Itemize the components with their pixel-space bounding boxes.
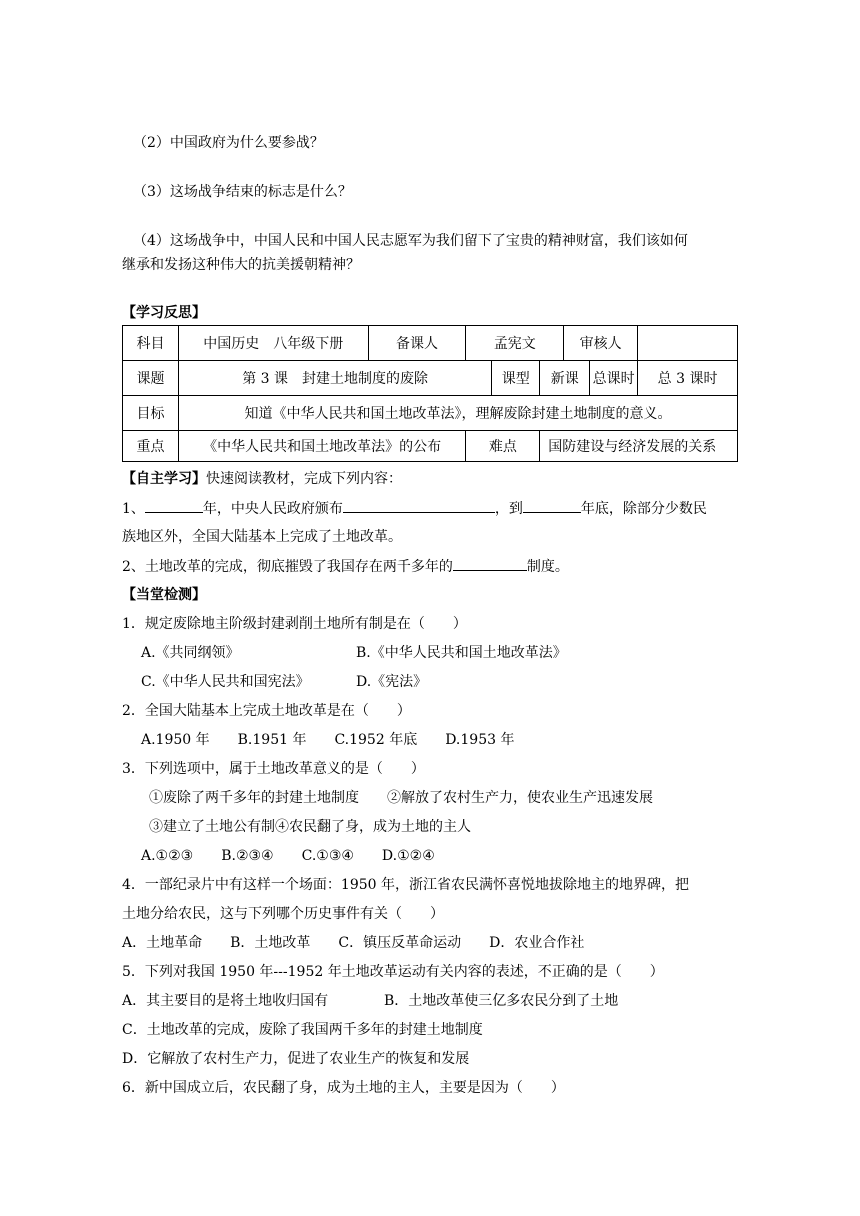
type-label: 课型 <box>492 361 540 396</box>
table-row <box>123 361 738 396</box>
q3-options: A.①②③ B.②③④ C.①③④ D.①②④ <box>141 848 435 864</box>
fill-blank[interactable] <box>145 498 203 513</box>
question-3: （3）这场战争结束的标志是什么？ <box>133 184 352 200</box>
item1-text: 年，中央人民政府颁布 <box>202 501 343 517</box>
question-2: （2）中国政府为什么要参战？ <box>133 135 324 151</box>
q1-option-b: B.《中华人民共和国土地改革法》 <box>356 645 567 661</box>
item1-prefix: 1、 <box>122 501 145 517</box>
q1-option-c: C.《中华人民共和国宪法》 <box>141 674 310 690</box>
q3-statement-2: ③建立了土地公有制④农民翻了身，成为土地的主人 <box>149 819 471 835</box>
test-question-3: 3．下列选项中，属于土地改革意义的是（ ） <box>122 761 425 777</box>
item2-text-2: 制度。 <box>526 559 569 575</box>
goal-label: 目标 <box>123 396 179 431</box>
test-question-1: 1．规定废除地主阶级封建剥削土地所有制是在（ ） <box>122 616 467 632</box>
topic-label: 课题 <box>123 361 179 396</box>
q4-options: A．土地革命 B．土地改革 C．镇压反革命运动 D．农业合作社 <box>122 935 585 951</box>
table-row <box>123 431 738 462</box>
q1-option-d: D.《宪法》 <box>356 674 428 690</box>
self-study-item-2 <box>122 556 569 577</box>
test-question-2: 2．全国大陆基本上完成土地改革是在（ ） <box>122 703 411 719</box>
fill-blank[interactable] <box>453 556 527 571</box>
lesson-info-table <box>122 325 738 462</box>
reflection-header: 【学习反思】 <box>122 305 206 321</box>
reviewer-value <box>638 326 738 361</box>
q1-option-a: A.《共同纲领》 <box>141 645 240 661</box>
self-study-instruction: 快速阅读教材，完成下列内容： <box>206 471 402 487</box>
difficulty-value: 国防建设与经济发展的关系 <box>540 431 738 462</box>
preparer-label: 备课人 <box>368 326 466 361</box>
fill-blank[interactable] <box>523 498 581 513</box>
self-study-item-1-line2: 族地区外，全国大陆基本上完成了土地改革。 <box>122 529 402 545</box>
topic-value: 第 3 课 封建土地制度的废除 <box>178 361 491 396</box>
item1-text-2: ，到 <box>494 501 523 517</box>
q3-statement-1: ①废除了两千多年的封建土地制度 ②解放了农村生产力，使农业生产迅速发展 <box>149 790 653 806</box>
q2-options: A.1950 年 B.1951 年 C.1952 年底 D.1953 年 <box>141 732 515 748</box>
q5-option-c: C．土地改革的完成，废除了我国两千多年的封建土地制度 <box>122 1022 483 1038</box>
fill-blank[interactable] <box>343 498 495 513</box>
q5-option-b: B．土地改革使三亿多农民分到了土地 <box>384 993 619 1009</box>
key-label: 重点 <box>123 431 179 462</box>
q5-option-d: D．它解放了农村生产力，促进了农业生产的恢复和发展 <box>122 1051 470 1067</box>
q5-option-a: A．其主要目的是将土地收归国有 <box>122 993 329 1009</box>
test-question-4-line1: 4．一部纪录片中有这样一个场面：1950 年，浙江省农民满怀喜悦地拔除地主的地界碑，把 <box>122 877 689 893</box>
self-study-header: 【自主学习】 <box>122 471 206 487</box>
question-4-line1: （4）这场战争中，中国人民和中国人民志愿军为我们留下了宝贵的精神财富，我们该如何 <box>133 233 688 249</box>
question-4-line2: 继承和发扬这种伟大的抗美援朝精神？ <box>122 257 360 273</box>
subject-label: 科目 <box>123 326 179 361</box>
test-question-6: 6．新中国成立后，农民翻了身，成为土地的主人，主要是因为（ ） <box>122 1080 565 1096</box>
total-label: 总课时 <box>590 361 638 396</box>
class-test-header: 【当堂检测】 <box>122 587 206 603</box>
self-study-heading <box>122 469 402 489</box>
table-row <box>123 326 738 361</box>
key-value: 《中华人民共和国土地改革法》的公布 <box>178 431 466 462</box>
test-question-4-line2: 土地分给农民，这与下列哪个历史事件有关（ ） <box>122 906 444 922</box>
test-question-5: 5．下列对我国 1950 年---1952 年土地改革运动有关内容的表述，不正确的是（ ） <box>122 964 664 980</box>
total-value: 总 3 课时 <box>638 361 738 396</box>
item2-text: 2、土地改革的完成，彻底摧毁了我国存在两千多年的 <box>122 559 453 575</box>
item1-text-3: 年底，除部分少数民 <box>580 501 707 517</box>
type-value: 新课 <box>540 361 590 396</box>
subject-value: 中国历史 八年级下册 <box>178 326 368 361</box>
self-study-item-1 <box>122 498 707 519</box>
preparer-value: 孟宪文 <box>466 326 564 361</box>
goal-value: 知道《中华人民共和国土地改革法》，理解废除封建土地制度的意义。 <box>178 396 737 431</box>
difficulty-label: 难点 <box>466 431 540 462</box>
reviewer-label: 审核人 <box>564 326 638 361</box>
table-row <box>123 396 738 431</box>
